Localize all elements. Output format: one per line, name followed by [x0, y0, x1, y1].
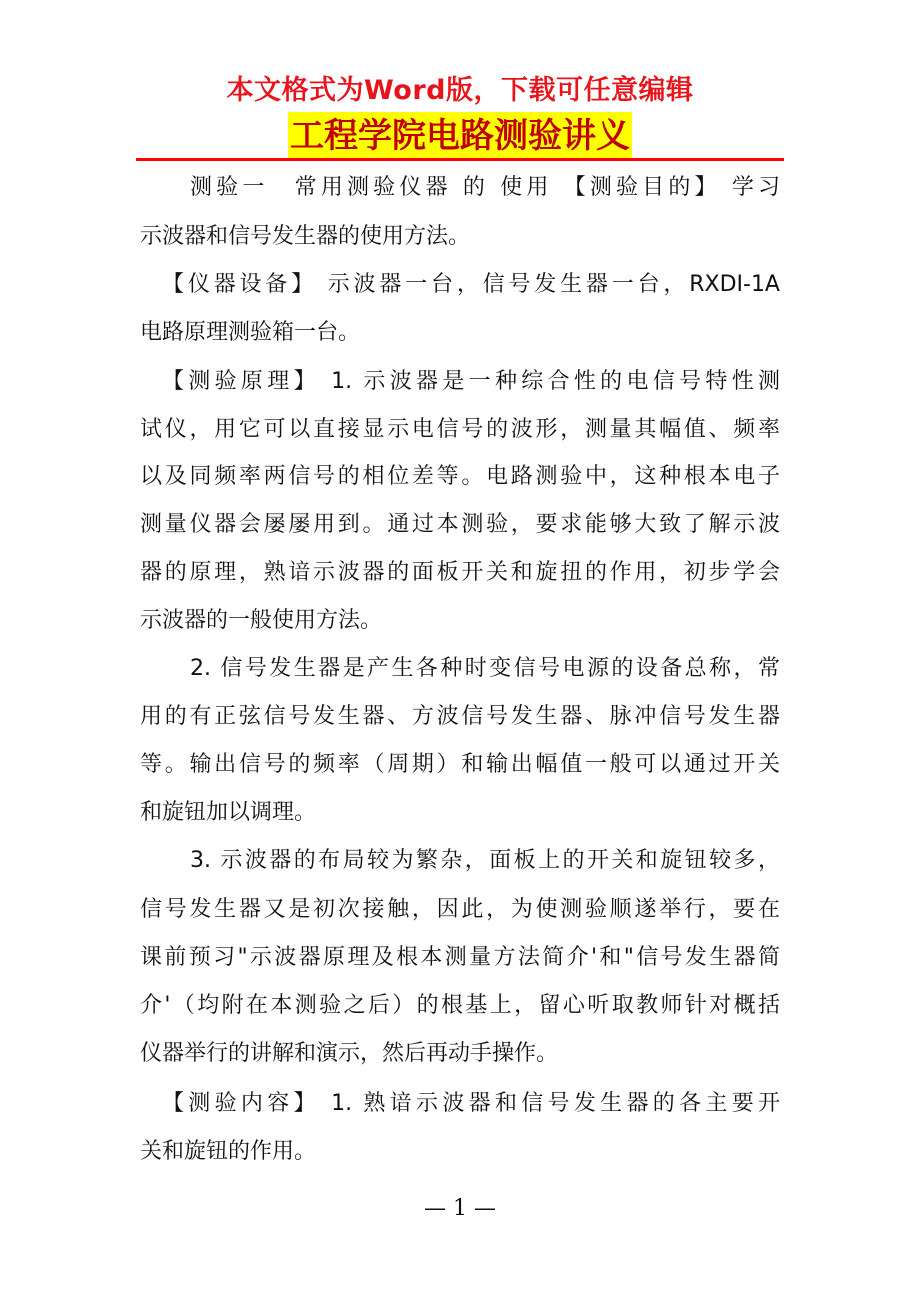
paragraph-line: 试仪，用它可以直接显示电信号的波形，测量其幅值、频率	[140, 417, 780, 442]
paragraph-line: 【仪器设备】 示波器一台，信号发生器一台，RXDI-1A	[162, 272, 780, 297]
paragraph-line: 以及同频率两信号的相位差等。电路测验中，这种根本电子	[140, 464, 780, 489]
page-number: — 1 —	[424, 1196, 496, 1221]
paragraph-line: 仪器举行的讲解和演示，然后再动手操作。	[140, 1041, 559, 1066]
title-divider	[136, 158, 784, 161]
paragraph-line: 2. 信号发生器是产生各种时变信号电源的设备总称，常	[190, 656, 780, 681]
format-notice-banner: 本文格式为Word版，下载可任意编辑	[226, 75, 694, 106]
paragraph-line: 课前预习"示波器原理及根本测量方法简介'和"信号发生器简	[140, 945, 780, 970]
paragraph-line: 关和旋钮的作用。	[140, 1139, 317, 1164]
paragraph-line: 测验一 常用测验仪器 的 使用 【测验目的】 学习	[190, 175, 780, 200]
paragraph-line: 等。输出信号的频率（周期）和输出幅值一般可以通过开关	[140, 752, 780, 777]
paragraph-line: 3. 示波器的布局较为繁杂，面板上的开关和旋钮较多，	[190, 848, 780, 873]
paragraph-line: 示波器和信号发生器的使用方法。	[140, 224, 471, 249]
paragraph-line: 用的有正弦信号发生器、方波信号发生器、脉冲信号发生器	[140, 704, 780, 729]
paragraph-line: 示波器的一般使用方法。	[140, 608, 383, 633]
document-title: 工程学院电路测验讲义	[288, 112, 632, 160]
paragraph-line: 介'（均附在本测验之后）的根基上，留心听取教师针对概括	[140, 993, 780, 1018]
paragraph-line: 和旋钮加以调理。	[140, 800, 317, 825]
paragraph-line: 【测验内容】 1. 熟谙示波器和信号发生器的各主要开	[162, 1091, 780, 1116]
paragraph-line: 电路原理测验箱一台。	[140, 320, 361, 345]
paragraph-line: 信号发生器又是初次接触，因此，为使测验顺遂举行，要在	[140, 897, 780, 922]
paragraph-line: 【测验原理】 1. 示波器是一种综合性的电信号特性测	[162, 369, 780, 394]
paragraph-line: 测量仪器会屡屡用到。通过本测验，要求能够大致了解示波	[140, 512, 780, 537]
paragraph-line: 器的原理，熟谙示波器的面板开关和旋扭的作用，初步学会	[140, 560, 780, 585]
